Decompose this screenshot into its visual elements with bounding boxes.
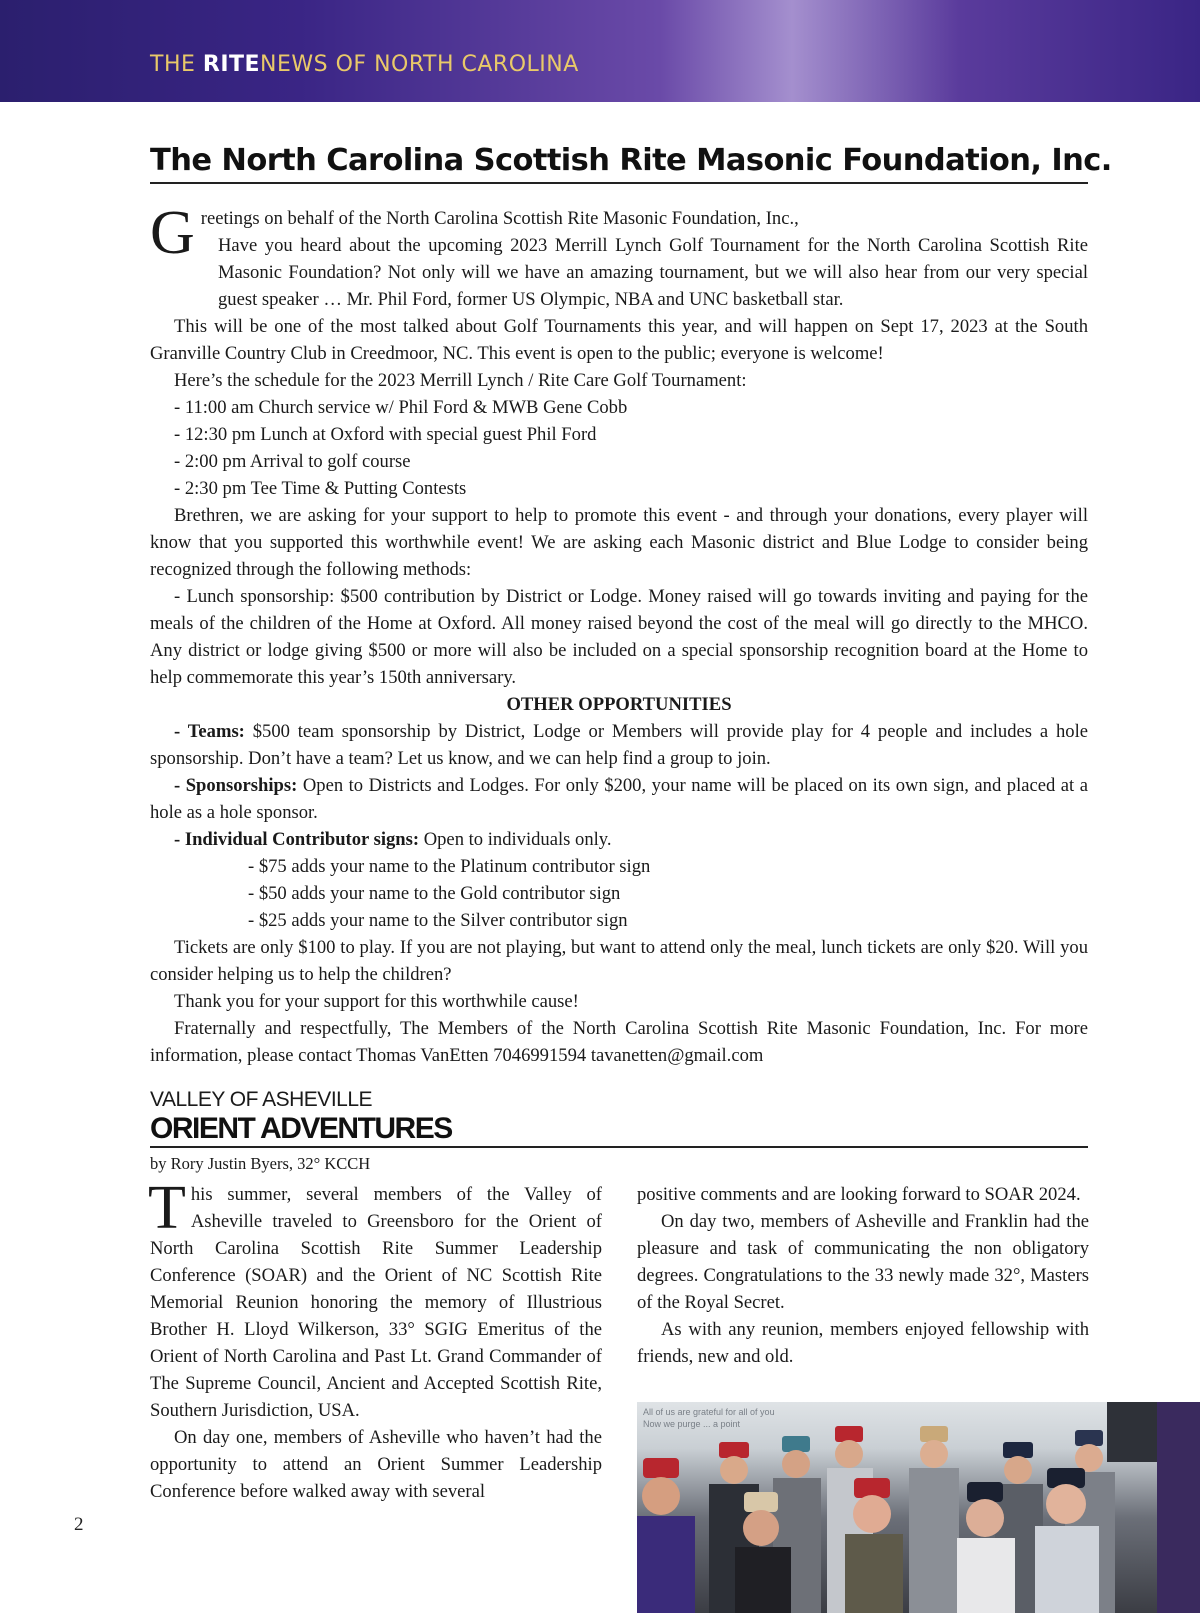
right-paragraph-1: positive comments and are looking forward to SOAR 2024.: [637, 1184, 1081, 1205]
publication-title: [150, 52, 579, 77]
photo-screen-line: Now we purge ... a point: [643, 1419, 741, 1429]
drop-cap: G: [150, 199, 195, 267]
tier-item: - $25 adds your name to the Silver contributor sign: [248, 910, 628, 931]
schedule-item: - 11:00 am Church service w/ Phil Ford & MWB Gene Cobb: [174, 397, 628, 418]
schedule-item: - 2:00 pm Arrival to golf course: [174, 451, 411, 472]
headline-divider: [150, 1146, 1088, 1148]
left-column: [148, 1174, 602, 1505]
group-photo: [637, 1402, 1200, 1613]
teams-text: $500 team sponsorship by District, Lodge or Members will provide play for 4 people and includes a hole sponsorship. Don’t have a team? Let us know, and we can help find a group to join.: [150, 721, 1088, 769]
left-paragraph-1: [148, 1174, 602, 1424]
right-column: [637, 1181, 1089, 1370]
paragraph-1: Have you heard about the upcoming 2023 Merrill Lynch Golf Tournament for the North Carolina Scottish Rite Masonic Foundation? Not only will we have an amazing tournament, but we will also hear from our very special guest speaker … Mr. Phil Ford, former US Olympic, NBA and UNC basketball star.: [218, 235, 1088, 310]
individual-text: Open to individuals only.: [419, 829, 612, 850]
photo-screen-line: All of us are grateful for all of you: [643, 1407, 775, 1417]
header-banner: [0, 0, 1200, 102]
sponsorships-paragraph: [150, 772, 1088, 826]
right-paragraph-3: As with any reunion, members enjoyed fellowship with friends, new and old.: [637, 1319, 1089, 1367]
schedule-item: - 2:30 pm Tee Time & Putting Contests: [174, 478, 467, 499]
greeting-text: reetings on behalf of the North Carolina Scottish Rite Masonic Foundation, Inc.,: [200, 208, 799, 229]
page-number: 2: [74, 1514, 84, 1535]
title-divider: [150, 182, 1088, 184]
group-photo-illustration: [637, 1402, 1200, 1613]
paragraph-5: - Lunch sponsorship: $500 contribution by District or Lodge. Money raised will go towards inviting and paying for the meals of the children of the Home at Oxford. All money raised beyond the cost of the meal will go directly to the MHCO. Any district or lodge giving $500 or more will also be included on a special sponsorship recognition board at the Home to help commemorate this year’s 150th anniversary.: [150, 586, 1088, 688]
paragraph-7: Thank you for your support for this worthwhile cause!: [174, 991, 579, 1012]
byline: by Rory Justin Byers, 32° KCCH: [150, 1154, 371, 1173]
right-paragraph-2: On day two, members of Asheville and Franklin had the pleasure and task of communicating the non obligatory degrees. Congratulations to the 33 newly made 32°, Masters of the Royal Secret.: [637, 1211, 1089, 1313]
left-paragraph-2: On day one, members of Asheville who haven’t had the opportunity to attend an Orient Summer Leadership Conference before walked away with several: [150, 1427, 602, 1502]
greeting-paragraph: [150, 199, 1088, 267]
tier-item: - $50 adds your name to the Gold contributor sign: [248, 883, 621, 904]
paragraph-2: This will be one of the most talked about Golf Tournaments this year, and will happen on Sept 17, 2023 at the South Granville Country Club in Creedmoor, NC. This event is open to the public; everyone is welcome!: [150, 316, 1088, 364]
tier-item: - $75 adds your name to the Platinum contributor sign: [248, 856, 651, 877]
section-kicker: VALLEY OF ASHEVILLE: [150, 1088, 373, 1111]
left-paragraph-1-text: his summer, several members of the Valley of Asheville traveled to Greensboro for the Orient of North Carolina Scottish Rite Summer Leadership Conference (SOAR) and the Orient of NC Scottish Rite Memorial Reunion honoring the memory of Illustrious Brother H. Lloyd Wilkerson, 33° SGIG Emeritus of the Orient of North Carolina and Past Lt. Grand Commander of The Supreme Council, Ancient and Accepted Scottish Rite, Southern Jurisdiction, USA.: [150, 1184, 602, 1421]
other-opportunities-heading: OTHER OPPORTUNITIES: [506, 694, 732, 715]
paragraph-8: Fraternally and respectfully, The Members of the North Carolina Scottish Rite Masonic Foundation, Inc. For more information, please contact Thomas VanEtten 7046991594 tavanetten@gmail.com: [150, 1018, 1088, 1066]
drop-cap: T: [148, 1174, 186, 1242]
teams-label: - Teams:: [174, 721, 245, 742]
paragraph-4: Brethren, we are asking for your support to help to promote this event - and through your donations, every player will know that you supported this worthwhile event! We are asking each Masonic district and Blue Lodge to consider being recognized through the following methods:: [150, 505, 1088, 580]
article-title: The North Carolina Scottish Rite Masonic Foundation, Inc.: [150, 143, 1112, 178]
sponsorships-label: - Sponsorships:: [174, 775, 298, 796]
individual-paragraph: [150, 826, 1088, 853]
individual-label: - Individual Contributor signs:: [174, 829, 420, 850]
teams-paragraph: [150, 718, 1088, 772]
title-bold: RITE: [202, 52, 261, 77]
title-post: NEWS OF NORTH CAROLINA: [260, 52, 579, 77]
sponsorships-text: Open to Districts and Lodges. For only $200, your name will be placed on its own sign, and placed at a hole as a hole sponsor.: [150, 775, 1088, 823]
title-pre: THE: [150, 52, 203, 77]
article-body: [150, 199, 1088, 1069]
section-headline: ORIENT ADVENTURES: [150, 1112, 452, 1145]
schedule-item: - 12:30 pm Lunch at Oxford with special guest Phil Ford: [174, 424, 597, 445]
paragraph-6: Tickets are only $100 to play. If you are not playing, but want to attend only the meal, lunch tickets are only $20. Will you consider helping us to help the children?: [150, 937, 1088, 985]
paragraph-3: Here’s the schedule for the 2023 Merrill Lynch / Rite Care Golf Tournament:: [174, 370, 747, 391]
